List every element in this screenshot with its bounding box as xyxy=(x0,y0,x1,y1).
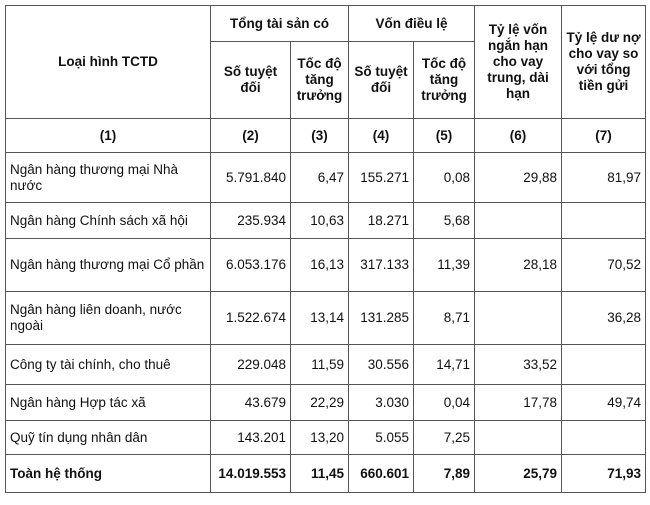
total-ratio7: 71,93 xyxy=(562,455,646,493)
row-name: Ngân hàng thương mại Nhà nước xyxy=(6,153,211,203)
cell-ratio6: 28,18 xyxy=(475,239,562,292)
cell-assets-growth: 22,29 xyxy=(291,385,349,421)
header-total-assets: Tổng tài sản có xyxy=(211,6,349,42)
credit-institutions-table xyxy=(5,5,646,493)
table-row xyxy=(6,421,646,455)
table-row xyxy=(6,292,646,345)
cell-assets: 229.048 xyxy=(211,345,291,385)
cell-assets: 43.679 xyxy=(211,385,291,421)
cell-capital: 317.133 xyxy=(349,239,414,292)
column-index: (7) xyxy=(562,119,646,153)
cell-ratio6 xyxy=(475,203,562,239)
cell-ratio6: 17,78 xyxy=(475,385,562,421)
cell-capital-growth: 14,71 xyxy=(414,345,475,385)
cell-assets: 6.053.176 xyxy=(211,239,291,292)
total-row xyxy=(6,455,646,493)
table-row xyxy=(6,345,646,385)
cell-ratio6: 29,88 xyxy=(475,153,562,203)
cell-capital-growth: 8,71 xyxy=(414,292,475,345)
total-capital: 660.601 xyxy=(349,455,414,493)
column-index: (5) xyxy=(414,119,475,153)
cell-capital: 131.285 xyxy=(349,292,414,345)
cell-ratio7 xyxy=(562,345,646,385)
cell-ratio7: 49,74 xyxy=(562,385,646,421)
cell-capital: 30.556 xyxy=(349,345,414,385)
cell-assets: 1.522.674 xyxy=(211,292,291,345)
header-capital-absolute: Số tuyệt đối xyxy=(349,42,414,119)
table-row xyxy=(6,239,646,292)
cell-ratio7: 70,52 xyxy=(562,239,646,292)
row-name: Quỹ tín dụng nhân dân xyxy=(6,421,211,455)
cell-capital-growth: 0,08 xyxy=(414,153,475,203)
column-index: (4) xyxy=(349,119,414,153)
cell-ratio6 xyxy=(475,292,562,345)
table-row xyxy=(6,153,646,203)
header-assets-growth: Tốc độ tăng trưởng xyxy=(291,42,349,119)
cell-assets-growth: 11,59 xyxy=(291,345,349,385)
header-type: Loại hình TCTD xyxy=(6,6,211,119)
header-ratio-loans-deposits: Tỷ lệ dư nợ cho vay so với tổng tiền gửi xyxy=(562,6,646,119)
header-charter-capital: Vốn điều lệ xyxy=(349,6,475,42)
cell-assets-growth: 13,20 xyxy=(291,421,349,455)
cell-capital: 3.030 xyxy=(349,385,414,421)
row-name: Công ty tài chính, cho thuê xyxy=(6,345,211,385)
cell-capital: 18.271 xyxy=(349,203,414,239)
cell-assets-growth: 16,13 xyxy=(291,239,349,292)
cell-capital-growth: 5,68 xyxy=(414,203,475,239)
cell-assets: 235.934 xyxy=(211,203,291,239)
total-name: Toàn hệ thống xyxy=(6,455,211,493)
header-capital-growth: Tốc độ tăng trưởng xyxy=(414,42,475,119)
header-ratio-short-term: Tỷ lệ vốn ngắn hạn cho vay trung, dài hạn xyxy=(475,6,562,119)
total-capital-growth: 7,89 xyxy=(414,455,475,493)
cell-ratio7 xyxy=(562,421,646,455)
row-name: Ngân hàng liên doanh, nước ngoài xyxy=(6,292,211,345)
cell-capital-growth: 0,04 xyxy=(414,385,475,421)
total-assets: 14.019.553 xyxy=(211,455,291,493)
row-name: Ngân hàng thương mại Cổ phần xyxy=(6,239,211,292)
cell-assets: 5.791.840 xyxy=(211,153,291,203)
total-ratio6: 25,79 xyxy=(475,455,562,493)
cell-ratio7: 36,28 xyxy=(562,292,646,345)
cell-capital-growth: 11,39 xyxy=(414,239,475,292)
cell-ratio7 xyxy=(562,203,646,239)
column-index: (1) xyxy=(6,119,211,153)
total-assets-growth: 11,45 xyxy=(291,455,349,493)
table-row xyxy=(6,203,646,239)
cell-capital-growth: 7,25 xyxy=(414,421,475,455)
column-index: (2) xyxy=(211,119,291,153)
table-row xyxy=(6,385,646,421)
column-index: (3) xyxy=(291,119,349,153)
cell-assets-growth: 13,14 xyxy=(291,292,349,345)
cell-ratio6: 33,52 xyxy=(475,345,562,385)
header-assets-absolute: Số tuyệt đối xyxy=(211,42,291,119)
cell-ratio6 xyxy=(475,421,562,455)
cell-assets: 143.201 xyxy=(211,421,291,455)
cell-ratio7: 81,97 xyxy=(562,153,646,203)
cell-assets-growth: 6,47 xyxy=(291,153,349,203)
cell-assets-growth: 10,63 xyxy=(291,203,349,239)
row-name: Ngân hàng Chính sách xã hội xyxy=(6,203,211,239)
column-index: (6) xyxy=(475,119,562,153)
cell-capital: 5.055 xyxy=(349,421,414,455)
cell-capital: 155.271 xyxy=(349,153,414,203)
row-name: Ngân hàng Hợp tác xã xyxy=(6,385,211,421)
